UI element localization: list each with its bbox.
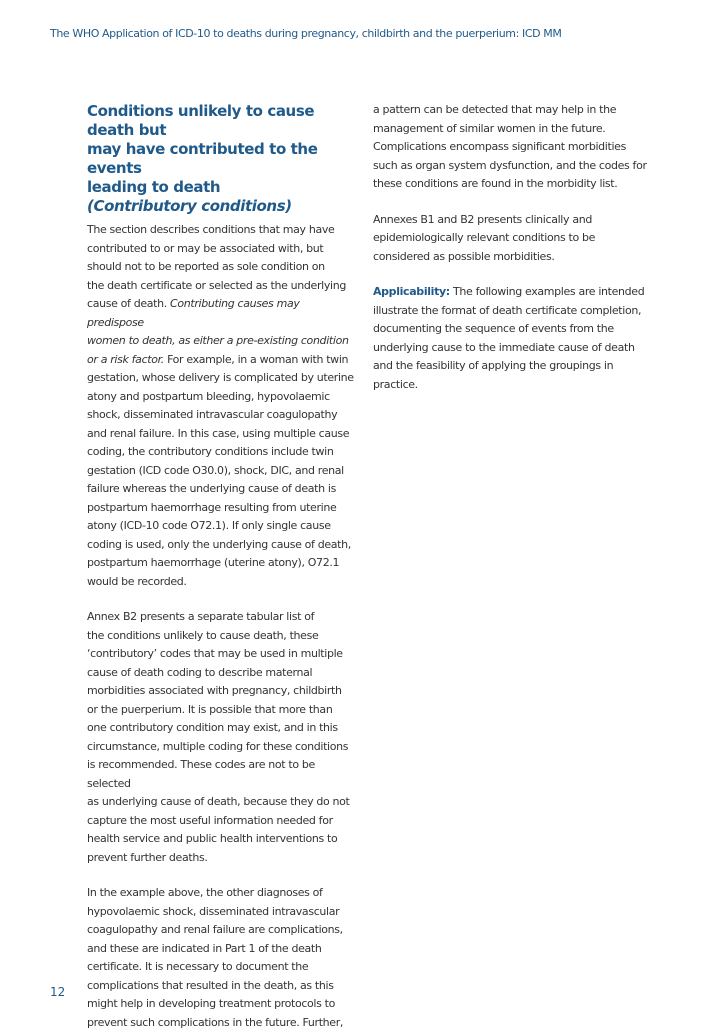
- italic-emphasis: women to death, as either a pre-existing condition: [87, 334, 349, 347]
- right-column: [373, 101, 648, 394]
- paragraph-contributory-definition: The section describes conditions that may have contributed to or may be associated with, but should not to be reported as sole condition on the death certificate or selected as the underlying cause of death. Contributing causes may predispose women to death, as either a pre-existing condition or a risk factor. For example, in a woman with twin gestation, whose delivery is complicated by uterine atony and postpartum bleeding, hypovolaemic shock, disseminated intravascular coagulopathy and renal failure. In this case, using multiple cause coding, the contributory conditions include twin gestation (ICD code O30.0), shock, DIC, and renal failure whereas the underlying cause of death is postpartum haemorrhage resulting from uterine atony (ICD-10 code O72.1). If only single cause coding is used, only the underlying cause of death, postpartum haemorrhage (uterine atony), O72.1 would be recorded.: [87, 223, 354, 588]
- paragraph-complications-continued: a pattern can be detected that may help in the management of similar women in the future. Complications encompass significant morbidities such as organ system dysfunction, and the codes for these conditions are found in the morbidity list.: [373, 103, 647, 190]
- paragraph-annex-b2: Annex B2 presents a separate tabular list of the conditions unlikely to cause death, these ‘contributory’ codes that may be used in multiple cause of death coding to describe maternal morbidities associated with pregnancy, childbirth or the puerperium. It is possible that more than one contributory condition may exist, and in this circumstance, multiple coding for these conditions is recommended. These codes are not to be selected as underlying cause of death, because they do not capture the most useful information needed for health service and public health interventions to prevent further deaths.: [87, 610, 350, 864]
- italic-emphasis: Contributing causes may predispose: [87, 297, 300, 329]
- left-column: [87, 102, 355, 1032]
- section-subtitle: (Contributory conditions): [87, 197, 292, 215]
- applicability-label: Applicability:: [373, 285, 450, 298]
- section-heading: [87, 102, 355, 197]
- heading-line: may have contributed to the events: [87, 140, 318, 177]
- running-header: The WHO Application of ICD-10 to deaths during pregnancy, childbirth and the puerperium: ICD MM: [50, 27, 562, 40]
- page-number: 12: [50, 985, 66, 999]
- paragraph-annexes-b1-b2: Annexes B1 and B2 presents clinically and epidemiologically relevant conditions to be considered as possible morbidities.: [373, 212, 596, 263]
- heading-line: leading to death: [87, 178, 221, 196]
- paragraph-applicability: Applicability: The following examples are intended illustrate the format of death certificate completion, documenting the sequence of events from the underlying cause to the immediate cause of death and the feasibility of applying the groupings in practice.: [373, 285, 645, 391]
- paragraph-complications-example: In the example above, the other diagnoses of hypovolaemic shock, disseminated intravascular coagulopathy and renal failure are complications, and these are indicated in Part 1 of the death certificate. It is necessary to document the complications that resulted in the death, as this might help in developing treatment protocols to prevent such complications in the future. Further,: [87, 886, 344, 1029]
- heading-line: Conditions unlikely to cause death but: [87, 102, 315, 139]
- italic-emphasis: or a risk factor.: [87, 352, 164, 366]
